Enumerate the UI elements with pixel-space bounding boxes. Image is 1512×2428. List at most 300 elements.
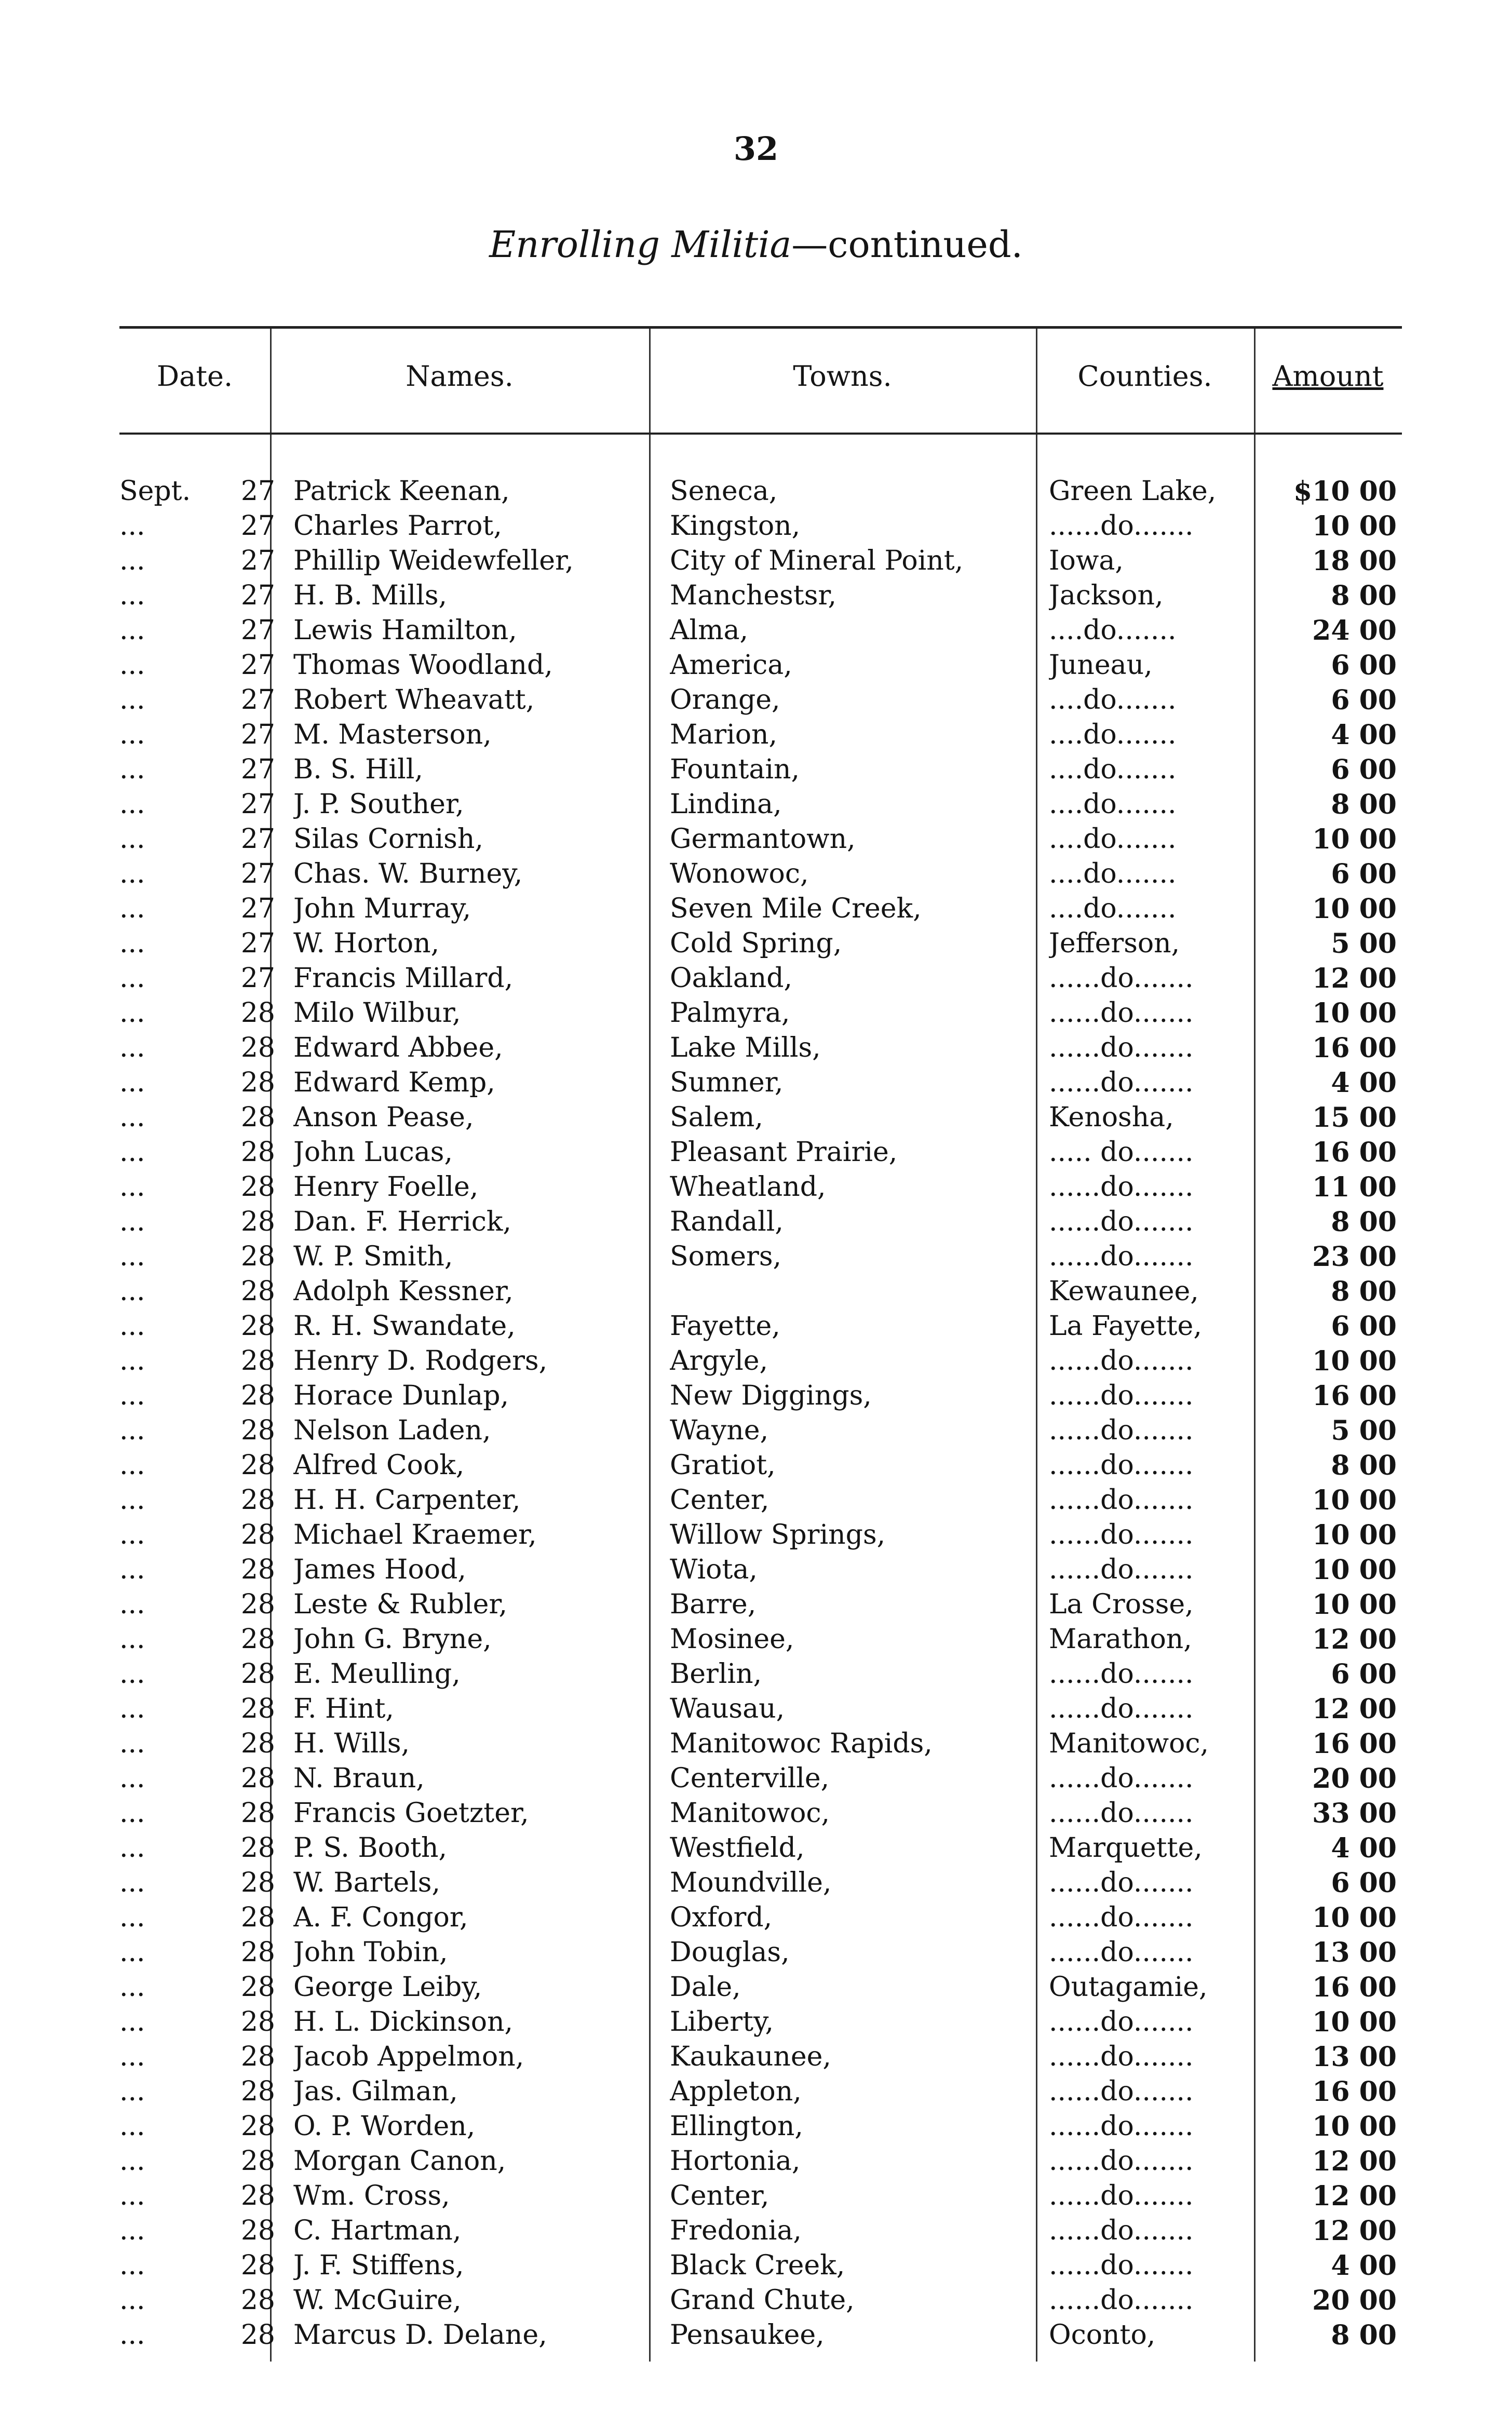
name-cell: Alfred Cook, bbox=[293, 1450, 465, 1481]
amount-cell: 12 00 bbox=[1312, 2215, 1397, 2247]
table-row bbox=[119, 822, 1402, 857]
county-cell: ......do....... bbox=[1049, 1485, 1194, 1516]
county-cell: ......do....... bbox=[1049, 1693, 1194, 1724]
amount-cell: 12 00 bbox=[1312, 963, 1397, 994]
county-cell: ....do....... bbox=[1049, 824, 1177, 855]
date-month: ... bbox=[119, 1867, 145, 1898]
date-day: 28 bbox=[240, 2076, 275, 2107]
table-row bbox=[119, 961, 1402, 996]
date-month: ... bbox=[119, 997, 145, 1029]
date-day: 28 bbox=[240, 2285, 275, 2316]
town-cell: Grand Chute, bbox=[670, 2285, 855, 2316]
date-day: 28 bbox=[240, 1728, 275, 1759]
county-cell: ......do....... bbox=[1049, 1798, 1194, 1829]
county-cell: Juneau, bbox=[1049, 650, 1153, 681]
table-row bbox=[119, 2318, 1402, 2353]
table-row bbox=[119, 1692, 1402, 1726]
county-cell: ..... do....... bbox=[1049, 1137, 1194, 1168]
table-row bbox=[119, 2248, 1402, 2283]
table-row bbox=[119, 2005, 1402, 2040]
date-day: 28 bbox=[240, 2319, 275, 2351]
name-cell: Edward Kemp, bbox=[293, 1067, 495, 1098]
county-cell: ......do....... bbox=[1049, 510, 1194, 542]
amount-cell: 16 00 bbox=[1312, 1380, 1397, 1412]
town-cell: Hortonia, bbox=[670, 2146, 801, 2177]
date-day: 27 bbox=[240, 476, 275, 507]
name-cell: B. S. Hill, bbox=[293, 754, 423, 785]
date-month: ... bbox=[119, 2006, 145, 2038]
table-row bbox=[119, 1935, 1402, 1970]
name-cell: H. H. Carpenter, bbox=[293, 1485, 521, 1516]
date-month: ... bbox=[119, 754, 145, 785]
name-cell: Silas Cornish, bbox=[293, 824, 483, 855]
date-day: 28 bbox=[240, 1380, 275, 1411]
date-month: ... bbox=[119, 1693, 145, 1724]
date-day: 28 bbox=[240, 2215, 275, 2246]
town-cell: America, bbox=[670, 650, 792, 681]
date-day: 27 bbox=[240, 963, 275, 994]
county-cell: ......do....... bbox=[1049, 1067, 1194, 1098]
header-amount: Amount bbox=[1272, 360, 1384, 393]
name-cell: W. P. Smith, bbox=[293, 1241, 453, 1272]
table-row bbox=[119, 1657, 1402, 1692]
town-cell: Kaukaunee, bbox=[670, 2041, 831, 2072]
name-cell: A. F. Congor, bbox=[293, 1902, 468, 1933]
table-row bbox=[119, 1726, 1402, 1761]
name-cell: N. Braun, bbox=[293, 1763, 425, 1794]
county-cell: ......do....... bbox=[1049, 2111, 1194, 2142]
name-cell: Phillip Weidewfeller, bbox=[293, 545, 574, 576]
name-cell: Adolph Kessner, bbox=[293, 1276, 514, 1307]
amount-cell: 10 00 bbox=[1312, 1519, 1397, 1551]
header-towns: Towns. bbox=[793, 360, 892, 393]
amount-cell: 13 00 bbox=[1312, 2041, 1397, 2073]
name-cell: F. Hint, bbox=[293, 1693, 394, 1724]
table-row bbox=[119, 1344, 1402, 1379]
date-month: ... bbox=[119, 1728, 145, 1759]
table-row bbox=[119, 1031, 1402, 1065]
county-cell: Kenosha, bbox=[1049, 1102, 1174, 1133]
date-day: 27 bbox=[240, 754, 275, 785]
table-row bbox=[119, 648, 1402, 683]
table-row bbox=[119, 1413, 1402, 1448]
date-month: ... bbox=[119, 1485, 145, 1516]
date-month: ... bbox=[119, 1798, 145, 1829]
town-cell: Wheatland, bbox=[670, 1171, 826, 1203]
county-cell: ......do....... bbox=[1049, 1450, 1194, 1481]
county-cell: ......do....... bbox=[1049, 2250, 1194, 2281]
name-cell: Michael Kraemer, bbox=[293, 1519, 537, 1550]
town-cell: Fayette, bbox=[670, 1311, 780, 1342]
amount-cell: 4 00 bbox=[1331, 1832, 1397, 1864]
table-row bbox=[119, 1170, 1402, 1205]
county-cell: Outagamie, bbox=[1049, 1972, 1208, 2003]
town-cell: Ellington, bbox=[670, 2111, 803, 2142]
name-cell: Horace Dunlap, bbox=[293, 1380, 509, 1411]
county-cell: ......do....... bbox=[1049, 2076, 1194, 2107]
table-row bbox=[119, 509, 1402, 544]
table-row bbox=[119, 892, 1402, 926]
date-month: ... bbox=[119, 1415, 145, 1446]
date-day: 27 bbox=[240, 928, 275, 959]
amount-cell: 5 00 bbox=[1331, 928, 1397, 960]
date-month: ... bbox=[119, 1171, 145, 1203]
county-cell: ......do....... bbox=[1049, 1867, 1194, 1898]
name-cell: Lewis Hamilton, bbox=[293, 615, 517, 646]
name-cell: Dan. F. Herrick, bbox=[293, 1206, 511, 1237]
table-row bbox=[119, 2074, 1402, 2109]
town-cell: Somers, bbox=[670, 1241, 782, 1272]
table-row bbox=[119, 683, 1402, 718]
table-row bbox=[119, 1796, 1402, 1831]
amount-cell: 8 00 bbox=[1331, 1276, 1397, 1307]
table-row bbox=[119, 2109, 1402, 2144]
date-day: 28 bbox=[240, 2250, 275, 2281]
amount-cell: 4 00 bbox=[1331, 719, 1397, 751]
date-day: 28 bbox=[240, 1589, 275, 1620]
name-cell: Anson Pease, bbox=[293, 1102, 474, 1133]
date-month: ... bbox=[119, 580, 145, 611]
table-row bbox=[119, 1379, 1402, 1413]
amount-cell: 10 00 bbox=[1312, 1902, 1397, 1934]
date-month: ... bbox=[119, 2285, 145, 2316]
county-cell: ......do....... bbox=[1049, 1763, 1194, 1794]
name-cell: Milo Wilbur, bbox=[293, 997, 461, 1029]
name-cell: E. Meulling, bbox=[293, 1658, 461, 1690]
amount-cell: 10 00 bbox=[1312, 997, 1397, 1029]
town-cell: Douglas, bbox=[670, 1937, 790, 1968]
header-date: Date. bbox=[156, 360, 233, 393]
amount-cell: 24 00 bbox=[1312, 615, 1397, 646]
date-month: ... bbox=[119, 928, 145, 959]
date-month: ... bbox=[119, 1380, 145, 1411]
name-cell: O. P. Worden, bbox=[293, 2111, 476, 2142]
county-cell: Jefferson, bbox=[1049, 928, 1180, 959]
date-month: ... bbox=[119, 1067, 145, 1098]
date-day: 28 bbox=[240, 1624, 275, 1655]
date-month: ... bbox=[119, 1311, 145, 1342]
town-cell: Lindina, bbox=[670, 789, 782, 820]
name-cell: Jas. Gilman, bbox=[293, 2076, 458, 2107]
date-day: 28 bbox=[240, 1345, 275, 1377]
name-cell: H. Wills, bbox=[293, 1728, 410, 1759]
county-cell: ......do....... bbox=[1049, 1206, 1194, 1237]
county-cell: Jackson, bbox=[1049, 580, 1164, 611]
name-cell: Wm. Cross, bbox=[293, 2180, 450, 2211]
county-cell: ......do....... bbox=[1049, 2041, 1194, 2072]
amount-cell: $10 00 bbox=[1293, 476, 1397, 507]
table-row bbox=[119, 1553, 1402, 1587]
date-month: ... bbox=[119, 1624, 145, 1655]
date-day: 27 bbox=[240, 580, 275, 611]
town-cell: Cold Spring, bbox=[670, 928, 842, 959]
title-continued: continued. bbox=[828, 223, 1023, 266]
table-body bbox=[119, 474, 1402, 2353]
date-day: 28 bbox=[240, 1554, 275, 1585]
table-row bbox=[119, 752, 1402, 787]
name-cell: Marcus D. Delane, bbox=[293, 2319, 547, 2351]
table-row bbox=[119, 996, 1402, 1031]
town-cell: Pleasant Prairie, bbox=[670, 1137, 898, 1168]
amount-cell: 20 00 bbox=[1312, 1763, 1397, 1795]
date-day: 28 bbox=[240, 1102, 275, 1133]
town-cell: Wonowoc, bbox=[670, 858, 809, 889]
date-day: 27 bbox=[240, 893, 275, 924]
name-cell: Patrick Keenan, bbox=[293, 476, 510, 507]
name-cell: George Leiby, bbox=[293, 1972, 482, 2003]
date-month: ... bbox=[119, 2076, 145, 2107]
date-month: ... bbox=[119, 1241, 145, 1272]
table-row bbox=[119, 1900, 1402, 1935]
name-cell: W. Horton, bbox=[293, 928, 440, 959]
county-cell: ......do....... bbox=[1049, 1032, 1194, 1063]
date-month: ... bbox=[119, 824, 145, 855]
date-day: 27 bbox=[240, 510, 275, 542]
town-cell: Seven Mile Creek, bbox=[670, 893, 922, 924]
town-cell: Lake Mills, bbox=[670, 1032, 821, 1063]
date-day: 27 bbox=[240, 858, 275, 889]
date-month: ... bbox=[119, 893, 145, 924]
table-row bbox=[119, 2283, 1402, 2318]
name-cell: Francis Millard, bbox=[293, 963, 514, 994]
amount-cell: 4 00 bbox=[1331, 1067, 1397, 1099]
county-cell: ......do....... bbox=[1049, 997, 1194, 1029]
amount-cell: 23 00 bbox=[1312, 1241, 1397, 1273]
name-cell: W. Bartels, bbox=[293, 1867, 441, 1898]
amount-cell: 12 00 bbox=[1312, 2180, 1397, 2212]
date-month: ... bbox=[119, 1102, 145, 1133]
date-day: 28 bbox=[240, 2041, 275, 2072]
date-day: 28 bbox=[240, 1937, 275, 1968]
town-cell: Marion, bbox=[670, 719, 778, 750]
amount-cell: 6 00 bbox=[1331, 1658, 1397, 1690]
date-month: ... bbox=[119, 545, 145, 576]
town-cell: Liberty, bbox=[670, 2006, 774, 2038]
county-cell: ....do....... bbox=[1049, 789, 1177, 820]
header-counties: Counties. bbox=[1077, 360, 1212, 393]
date-day: 28 bbox=[240, 1763, 275, 1794]
name-cell: J. F. Stiffens, bbox=[293, 2250, 464, 2281]
town-cell: Mosinee, bbox=[670, 1624, 794, 1655]
county-cell: Marathon, bbox=[1049, 1624, 1192, 1655]
amount-cell: 16 00 bbox=[1312, 2076, 1397, 2108]
date-day: 28 bbox=[240, 1171, 275, 1203]
date-day: 27 bbox=[240, 545, 275, 576]
date-day: 27 bbox=[240, 824, 275, 855]
date-month: ... bbox=[119, 1902, 145, 1933]
table-row bbox=[119, 2214, 1402, 2248]
town-cell: Sumner, bbox=[670, 1067, 784, 1098]
date-day: 27 bbox=[240, 684, 275, 716]
date-month: ... bbox=[119, 2111, 145, 2142]
date-month: ... bbox=[119, 1658, 145, 1690]
name-cell: Henry Foelle, bbox=[293, 1171, 479, 1203]
town-cell: Barre, bbox=[670, 1589, 757, 1620]
name-cell: R. H. Swandate, bbox=[293, 1311, 516, 1342]
date-month: ... bbox=[119, 1972, 145, 2003]
amount-cell: 5 00 bbox=[1331, 1415, 1397, 1447]
name-cell: W. McGuire, bbox=[293, 2285, 462, 2316]
date-day: 28 bbox=[240, 1519, 275, 1550]
table-row bbox=[119, 1622, 1402, 1657]
date-day: 28 bbox=[240, 1032, 275, 1063]
date-day: 28 bbox=[240, 1415, 275, 1446]
amount-cell: 6 00 bbox=[1331, 754, 1397, 786]
county-cell: Green Lake, bbox=[1049, 476, 1217, 507]
date-month: ... bbox=[119, 650, 145, 681]
name-cell: Chas. W. Burney, bbox=[293, 858, 523, 889]
county-cell: ......do....... bbox=[1049, 2215, 1194, 2246]
date-day: 27 bbox=[240, 719, 275, 750]
date-month: ... bbox=[119, 2250, 145, 2281]
date-day: 27 bbox=[240, 650, 275, 681]
date-day: 28 bbox=[240, 1206, 275, 1237]
amount-cell: 8 00 bbox=[1331, 2319, 1397, 2351]
name-cell: Jacob Appelmon, bbox=[293, 2041, 524, 2072]
county-cell: ......do....... bbox=[1049, 1241, 1194, 1272]
amount-cell: 12 00 bbox=[1312, 2146, 1397, 2177]
name-cell: John Murray, bbox=[293, 893, 471, 924]
date-day: 28 bbox=[240, 1137, 275, 1168]
name-cell: John Tobin, bbox=[293, 1937, 448, 1968]
amount-cell: 16 00 bbox=[1312, 1728, 1397, 1760]
table-row bbox=[119, 1274, 1402, 1309]
county-cell: ....do....... bbox=[1049, 615, 1177, 646]
county-cell: ......do....... bbox=[1049, 1415, 1194, 1446]
date-month: ... bbox=[119, 1937, 145, 1968]
town-cell: Seneca, bbox=[670, 476, 778, 507]
amount-cell: 6 00 bbox=[1331, 858, 1397, 890]
name-cell: J. P. Souther, bbox=[293, 789, 464, 820]
title-italic-part: Enrolling Militia bbox=[489, 223, 792, 266]
name-cell: Francis Goetzter, bbox=[293, 1798, 529, 1829]
date-month: ... bbox=[119, 789, 145, 820]
county-cell: Iowa, bbox=[1049, 545, 1124, 576]
county-cell: ......do....... bbox=[1049, 963, 1194, 994]
name-cell: H. B. Mills, bbox=[293, 580, 448, 611]
table-row bbox=[119, 1518, 1402, 1553]
date-month: ... bbox=[119, 1276, 145, 1307]
amount-cell: 10 00 bbox=[1312, 1485, 1397, 1516]
town-cell: New Diggings, bbox=[670, 1380, 872, 1411]
date-month: ... bbox=[119, 2319, 145, 2351]
town-cell: Center, bbox=[670, 2180, 770, 2211]
town-cell: Orange, bbox=[670, 684, 780, 716]
town-cell: Wayne, bbox=[670, 1415, 769, 1446]
name-cell: Robert Wheavatt, bbox=[293, 684, 535, 716]
town-cell: Moundville, bbox=[670, 1867, 832, 1898]
table-row bbox=[119, 718, 1402, 752]
table-row bbox=[119, 578, 1402, 613]
name-cell: Henry D. Rodgers, bbox=[293, 1345, 548, 1377]
table-row bbox=[119, 1587, 1402, 1622]
town-cell: Palmyra, bbox=[670, 997, 790, 1029]
table-row bbox=[119, 2144, 1402, 2179]
date-month: ... bbox=[119, 1554, 145, 1585]
page-number: 32 bbox=[733, 130, 779, 168]
amount-cell: 10 00 bbox=[1312, 2006, 1397, 2038]
date-month: Sept. bbox=[119, 476, 191, 507]
amount-cell: 10 00 bbox=[1312, 824, 1397, 855]
table-row bbox=[119, 2040, 1402, 2074]
town-cell: Centerville, bbox=[670, 1763, 830, 1794]
table-row bbox=[119, 1100, 1402, 1135]
table-row bbox=[119, 1761, 1402, 1796]
county-cell: ......do....... bbox=[1049, 1937, 1194, 1968]
amount-cell: 8 00 bbox=[1331, 789, 1397, 820]
date-month: ... bbox=[119, 1832, 145, 1864]
town-cell: Manchestsr, bbox=[670, 580, 837, 611]
date-month: ... bbox=[119, 1137, 145, 1168]
table-row bbox=[119, 1866, 1402, 1900]
table-row bbox=[119, 1448, 1402, 1483]
table-row bbox=[119, 787, 1402, 822]
town-cell: Oakland, bbox=[670, 963, 793, 994]
name-cell: C. Hartman, bbox=[293, 2215, 462, 2246]
town-cell: Center, bbox=[670, 1485, 770, 1516]
date-month: ... bbox=[119, 858, 145, 889]
name-cell: Thomas Woodland, bbox=[293, 650, 553, 681]
date-day: 28 bbox=[240, 1693, 275, 1724]
name-cell: M. Masterson, bbox=[293, 719, 492, 750]
town-cell: Westfield, bbox=[670, 1832, 805, 1864]
date-month: ... bbox=[119, 1519, 145, 1550]
table-row bbox=[119, 1065, 1402, 1100]
county-cell: ......do....... bbox=[1049, 2146, 1194, 2177]
table-row bbox=[119, 926, 1402, 961]
county-cell: ......do....... bbox=[1049, 1380, 1194, 1411]
name-cell: James Hood, bbox=[293, 1554, 466, 1585]
amount-cell: 16 00 bbox=[1312, 1137, 1397, 1168]
date-month: ... bbox=[119, 1206, 145, 1237]
amount-cell: 12 00 bbox=[1312, 1624, 1397, 1655]
date-month: ... bbox=[119, 1763, 145, 1794]
date-month: ... bbox=[119, 510, 145, 542]
town-cell: Oxford, bbox=[670, 1902, 773, 1933]
table-row bbox=[119, 613, 1402, 648]
date-month: ... bbox=[119, 2180, 145, 2211]
date-month: ... bbox=[119, 2041, 145, 2072]
name-cell: John G. Bryne, bbox=[293, 1624, 492, 1655]
amount-cell: 4 00 bbox=[1331, 2250, 1397, 2282]
county-cell: ......do....... bbox=[1049, 1902, 1194, 1933]
table-row bbox=[119, 1309, 1402, 1344]
date-month: ... bbox=[119, 1032, 145, 1063]
page-title bbox=[0, 223, 1512, 266]
table-row bbox=[119, 544, 1402, 578]
town-cell: Fountain, bbox=[670, 754, 800, 785]
date-day: 28 bbox=[240, 1241, 275, 1272]
amount-cell: 6 00 bbox=[1331, 684, 1397, 716]
town-cell: Randall, bbox=[670, 1206, 784, 1237]
town-cell: Berlin, bbox=[670, 1658, 762, 1690]
date-day: 28 bbox=[240, 1067, 275, 1098]
date-month: ... bbox=[119, 1589, 145, 1620]
county-cell: ......do....... bbox=[1049, 2285, 1194, 2316]
table-row bbox=[119, 1205, 1402, 1239]
date-month: ... bbox=[119, 2146, 145, 2177]
militia-table bbox=[119, 326, 1402, 2351]
table-row bbox=[119, 1135, 1402, 1170]
town-cell: Gratiot, bbox=[670, 1450, 776, 1481]
name-cell: P. S. Booth, bbox=[293, 1832, 448, 1864]
amount-cell: 10 00 bbox=[1312, 1589, 1397, 1621]
date-month: ... bbox=[119, 684, 145, 716]
date-day: 28 bbox=[240, 1902, 275, 1933]
town-cell: Fredonia, bbox=[670, 2215, 802, 2246]
amount-cell: 12 00 bbox=[1312, 1693, 1397, 1725]
county-cell: ....do....... bbox=[1049, 754, 1177, 785]
